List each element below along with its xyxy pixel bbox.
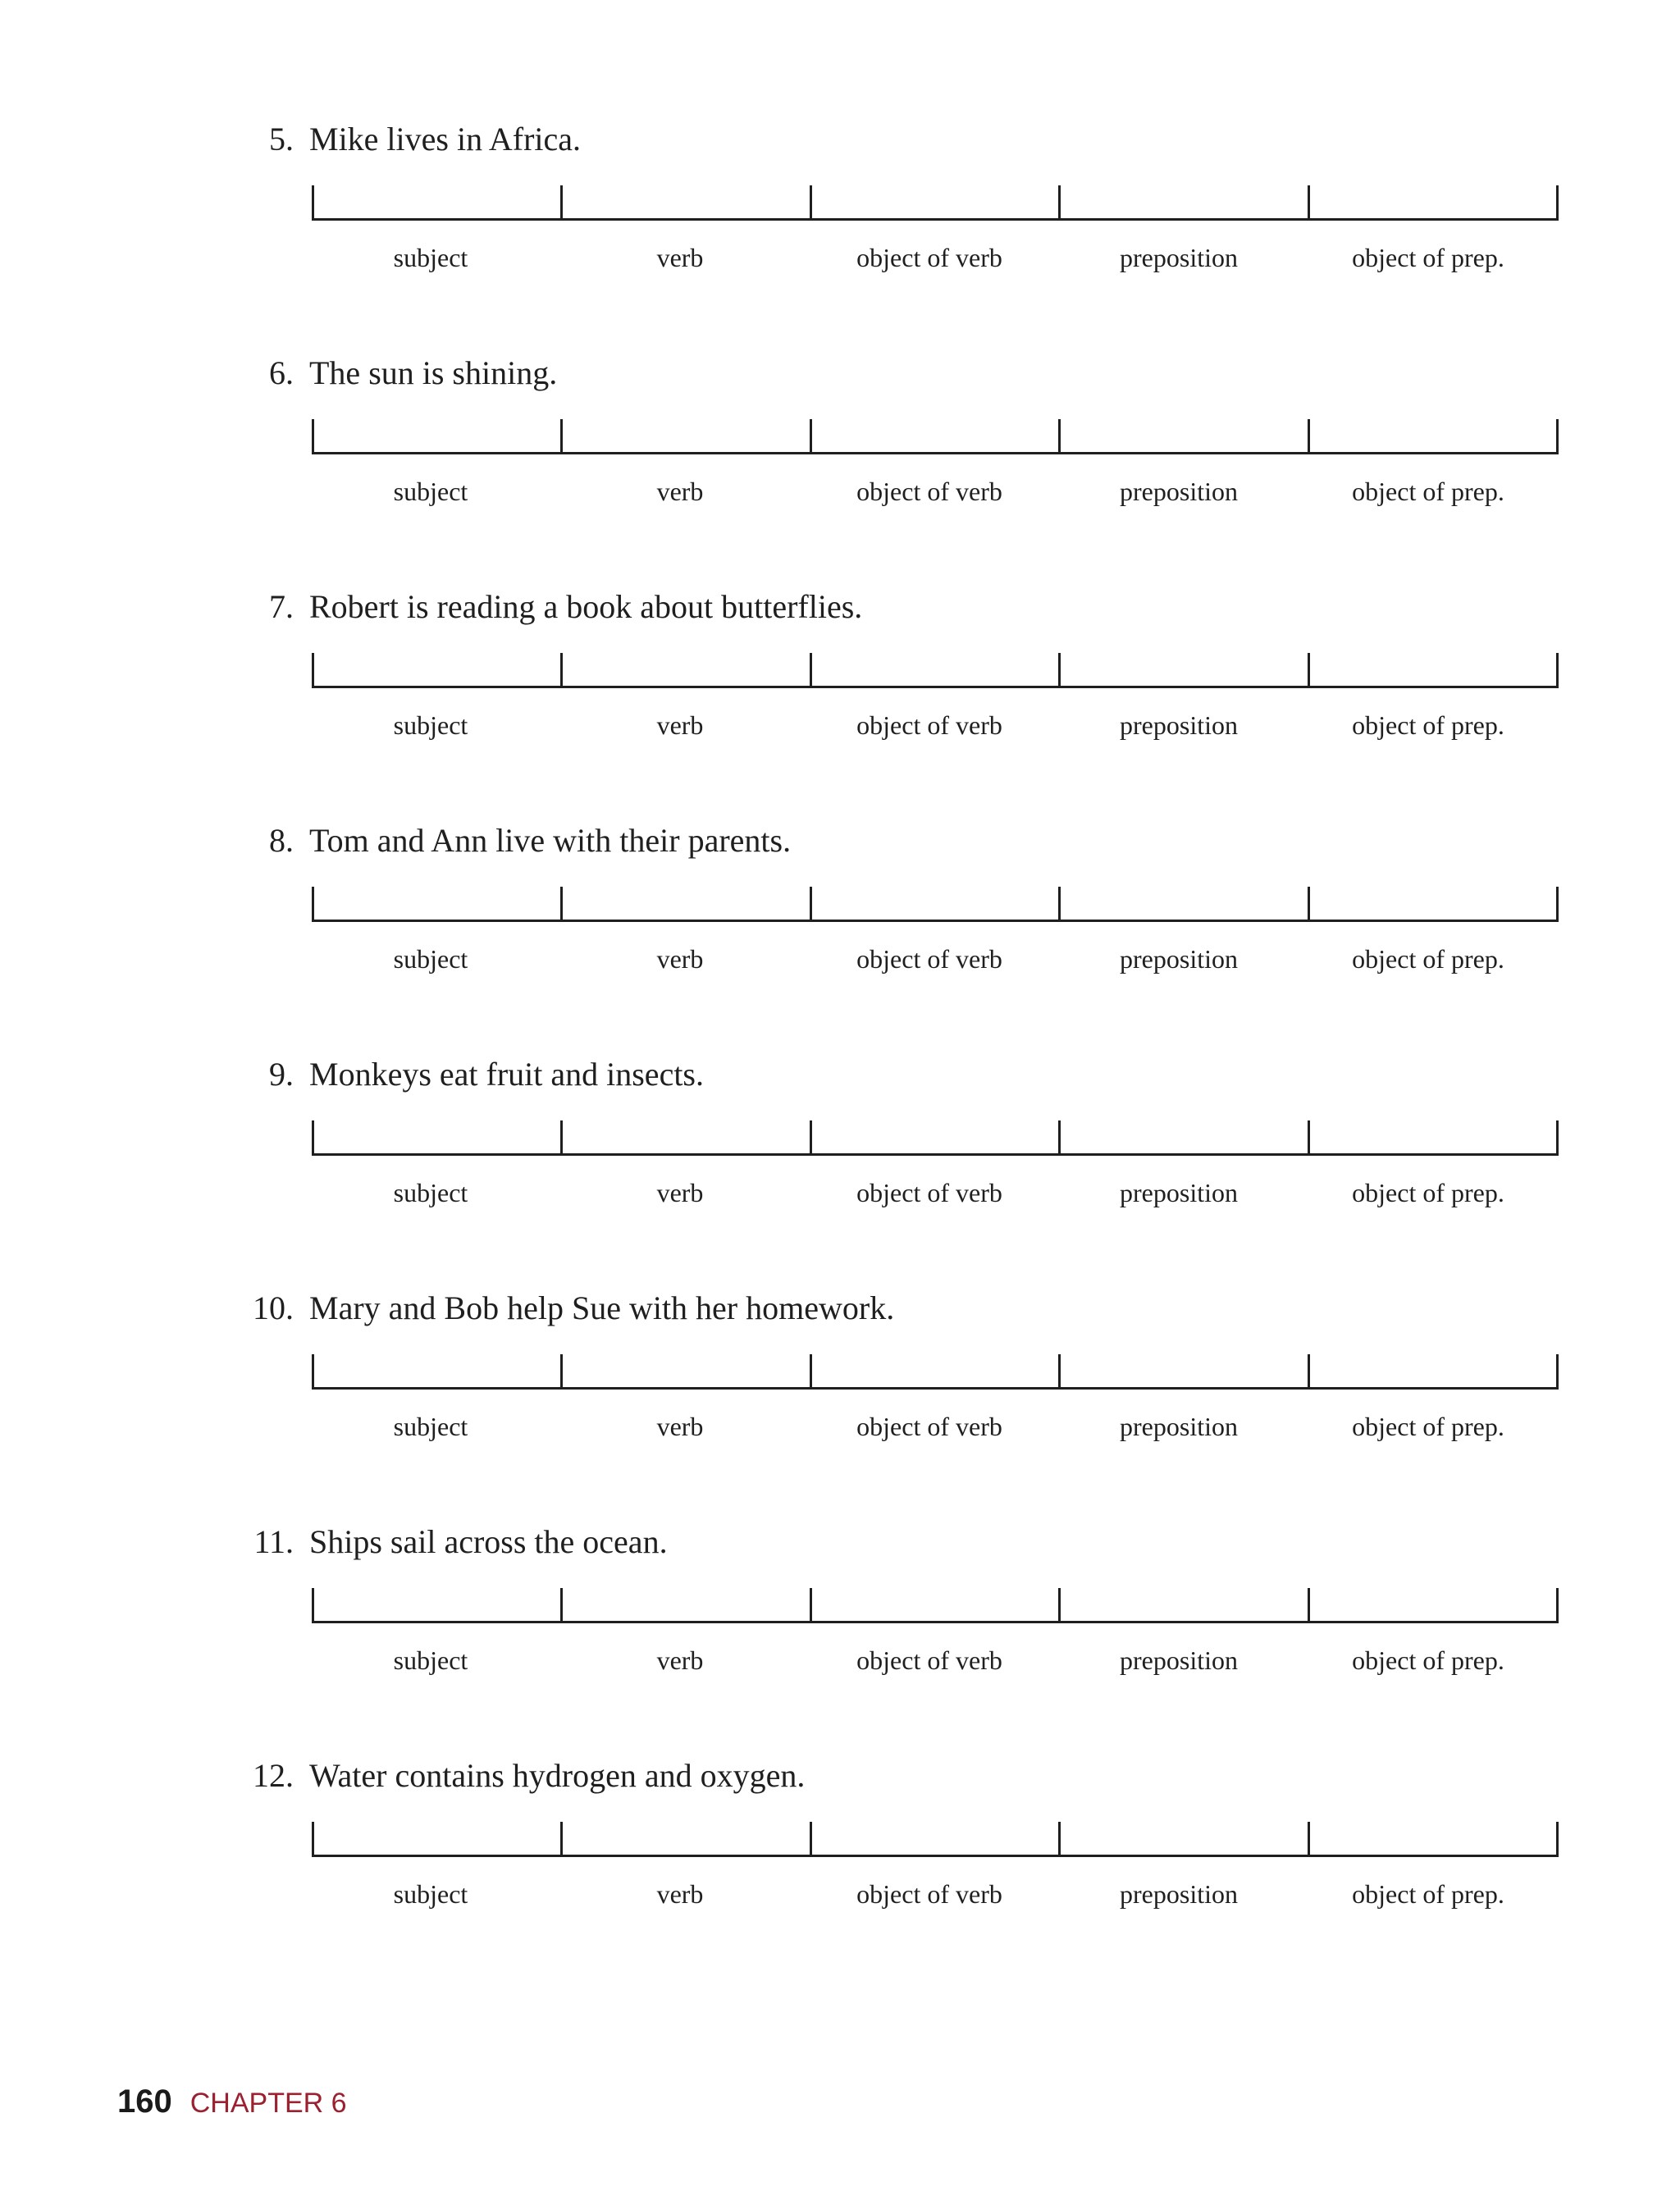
exercise-text: Mike lives in Africa. xyxy=(309,121,582,157)
label-preposition: preposition xyxy=(1120,1178,1238,1207)
label-object-of-prep: object of prep. xyxy=(1352,243,1504,272)
diagram-divider xyxy=(312,419,314,454)
exercise-number: 8. xyxy=(269,822,294,859)
label-verb: verb xyxy=(656,1412,704,1441)
diagram-divider xyxy=(810,653,812,688)
label-object-of-verb: object of verb xyxy=(856,1412,1002,1441)
label-object-of-prep: object of prep. xyxy=(1352,1178,1504,1207)
label-preposition: preposition xyxy=(1120,1879,1238,1909)
exercise-sentence xyxy=(0,582,1680,632)
label-verb: verb xyxy=(656,1645,704,1675)
diagram-divider xyxy=(1556,1354,1559,1390)
exercise-item-12 xyxy=(0,1751,1680,1989)
diagram-divider xyxy=(560,653,563,688)
diagram-divider xyxy=(312,887,314,922)
exercise-item-5 xyxy=(0,115,1680,353)
exercise-number: 9. xyxy=(269,1056,294,1093)
exercise-text: Water contains hydrogen and oxygen. xyxy=(309,1757,806,1794)
diagram-divider xyxy=(1058,1822,1061,1857)
chapter-label: CHAPTER 6 xyxy=(189,2088,347,2119)
diagram-baseline xyxy=(312,1855,1559,1857)
diagram-baseline xyxy=(312,1387,1559,1390)
label-subject: subject xyxy=(393,1879,468,1909)
diagram-baseline xyxy=(312,218,1559,221)
exercise-text: The sun is shining. xyxy=(309,354,558,391)
sentence-diagram xyxy=(0,653,1680,760)
label-object-of-prep: object of prep. xyxy=(1352,944,1504,974)
label-verb: verb xyxy=(656,944,704,974)
exercise-number: 6. xyxy=(269,354,294,391)
diagram-divider xyxy=(1308,419,1310,454)
diagram-divider xyxy=(1308,653,1310,688)
diagram-divider xyxy=(1058,653,1061,688)
exercise-number: 5. xyxy=(269,121,294,157)
sentence-diagram xyxy=(0,1120,1680,1227)
exercise-item-9 xyxy=(0,1050,1680,1288)
diagram-divider xyxy=(560,1354,563,1390)
label-object-of-prep: object of prep. xyxy=(1352,710,1504,740)
exercise-sentence xyxy=(0,1050,1680,1099)
exercise-text: Robert is reading a book about butterflies. xyxy=(309,588,863,625)
diagram-divider xyxy=(312,653,314,688)
label-object-of-prep: object of prep. xyxy=(1352,1412,1504,1441)
label-subject: subject xyxy=(393,944,468,974)
diagram-baseline xyxy=(312,920,1559,922)
diagram-divider xyxy=(1058,1588,1061,1623)
diagram-divider xyxy=(1308,1354,1310,1390)
diagram-divider xyxy=(312,1120,314,1156)
diagram-divider xyxy=(312,1588,314,1623)
label-object-of-verb: object of verb xyxy=(856,1879,1002,1909)
label-subject: subject xyxy=(393,477,468,506)
diagram-divider xyxy=(560,887,563,922)
label-object-of-verb: object of verb xyxy=(856,944,1002,974)
diagram-divider xyxy=(810,887,812,922)
diagram-baseline xyxy=(312,452,1559,454)
diagram-divider xyxy=(560,1588,563,1623)
label-object-of-verb: object of verb xyxy=(856,1645,1002,1675)
label-object-of-verb: object of verb xyxy=(856,243,1002,272)
sentence-diagram xyxy=(0,185,1680,292)
exercise-text: Monkeys eat fruit and insects. xyxy=(309,1056,704,1093)
diagram-divider xyxy=(1058,887,1061,922)
label-object-of-verb: object of verb xyxy=(856,477,1002,506)
diagram-divider xyxy=(1556,419,1559,454)
exercise-number: 7. xyxy=(269,588,294,625)
diagram-divider xyxy=(560,1120,563,1156)
diagram-divider xyxy=(810,185,812,221)
label-object-of-verb: object of verb xyxy=(856,1178,1002,1207)
diagram-divider xyxy=(1556,1120,1559,1156)
label-preposition: preposition xyxy=(1120,944,1238,974)
label-preposition: preposition xyxy=(1120,477,1238,506)
diagram-divider xyxy=(1308,1120,1310,1156)
exercise-number: 10. xyxy=(253,1289,294,1326)
label-verb: verb xyxy=(656,1178,704,1207)
label-verb: verb xyxy=(656,710,704,740)
sentence-diagram xyxy=(0,419,1680,526)
exercise-item-7 xyxy=(0,582,1680,820)
label-verb: verb xyxy=(656,1879,704,1909)
page-number: 160 xyxy=(117,2083,172,2120)
diagram-divider xyxy=(1556,1588,1559,1623)
diagram-divider xyxy=(810,1588,812,1623)
label-subject: subject xyxy=(393,1412,468,1441)
exercise-sentence xyxy=(0,349,1680,398)
diagram-divider xyxy=(1556,1822,1559,1857)
label-subject: subject xyxy=(393,1178,468,1207)
diagram-divider xyxy=(312,185,314,221)
label-verb: verb xyxy=(656,477,704,506)
label-object-of-prep: object of prep. xyxy=(1352,1879,1504,1909)
diagram-divider xyxy=(1308,887,1310,922)
exercise-text: Mary and Bob help Sue with her homework. xyxy=(309,1289,895,1326)
exercise-item-8 xyxy=(0,816,1680,1054)
diagram-divider xyxy=(1308,1822,1310,1857)
diagram-divider xyxy=(312,1822,314,1857)
diagram-divider xyxy=(1556,887,1559,922)
label-subject: subject xyxy=(393,243,468,272)
diagram-divider xyxy=(1058,185,1061,221)
exercise-sentence xyxy=(0,115,1680,164)
diagram-divider xyxy=(810,1120,812,1156)
sentence-diagram xyxy=(0,1354,1680,1461)
exercise-item-10 xyxy=(0,1284,1680,1522)
label-preposition: preposition xyxy=(1120,1412,1238,1441)
sentence-diagram xyxy=(0,887,1680,993)
diagram-divider xyxy=(560,419,563,454)
label-subject: subject xyxy=(393,1645,468,1675)
exercise-sentence xyxy=(0,1751,1680,1800)
label-preposition: preposition xyxy=(1120,1645,1238,1675)
exercise-number: 11. xyxy=(253,1523,294,1560)
sentence-diagram xyxy=(0,1822,1680,1928)
exercise-item-11 xyxy=(0,1517,1680,1755)
diagram-divider xyxy=(810,1822,812,1857)
diagram-baseline xyxy=(312,1153,1559,1156)
diagram-divider xyxy=(1556,185,1559,221)
diagram-divider xyxy=(560,1822,563,1857)
diagram-divider xyxy=(560,185,563,221)
page-footer xyxy=(117,2077,347,2126)
diagram-divider xyxy=(1556,653,1559,688)
diagram-divider xyxy=(1058,1354,1061,1390)
exercise-text: Tom and Ann live with their parents. xyxy=(309,822,792,859)
diagram-divider xyxy=(1058,419,1061,454)
label-object-of-prep: object of prep. xyxy=(1352,477,1504,506)
diagram-divider xyxy=(810,419,812,454)
exercise-text: Ships sail across the ocean. xyxy=(309,1523,668,1560)
exercise-sentence xyxy=(0,1284,1680,1333)
exercise-item-6 xyxy=(0,349,1680,586)
label-object-of-prep: object of prep. xyxy=(1352,1645,1504,1675)
label-verb: verb xyxy=(656,243,704,272)
sentence-diagram xyxy=(0,1588,1680,1695)
diagram-divider xyxy=(1058,1120,1061,1156)
diagram-divider xyxy=(1308,185,1310,221)
label-subject: subject xyxy=(393,710,468,740)
diagram-divider xyxy=(810,1354,812,1390)
exercise-number: 12. xyxy=(253,1757,294,1794)
label-preposition: preposition xyxy=(1120,710,1238,740)
diagram-divider xyxy=(312,1354,314,1390)
label-preposition: preposition xyxy=(1120,243,1238,272)
diagram-baseline xyxy=(312,1621,1559,1623)
exercise-sentence xyxy=(0,816,1680,865)
diagram-baseline xyxy=(312,686,1559,688)
label-object-of-verb: object of verb xyxy=(856,710,1002,740)
exercise-sentence xyxy=(0,1517,1680,1567)
diagram-divider xyxy=(1308,1588,1310,1623)
